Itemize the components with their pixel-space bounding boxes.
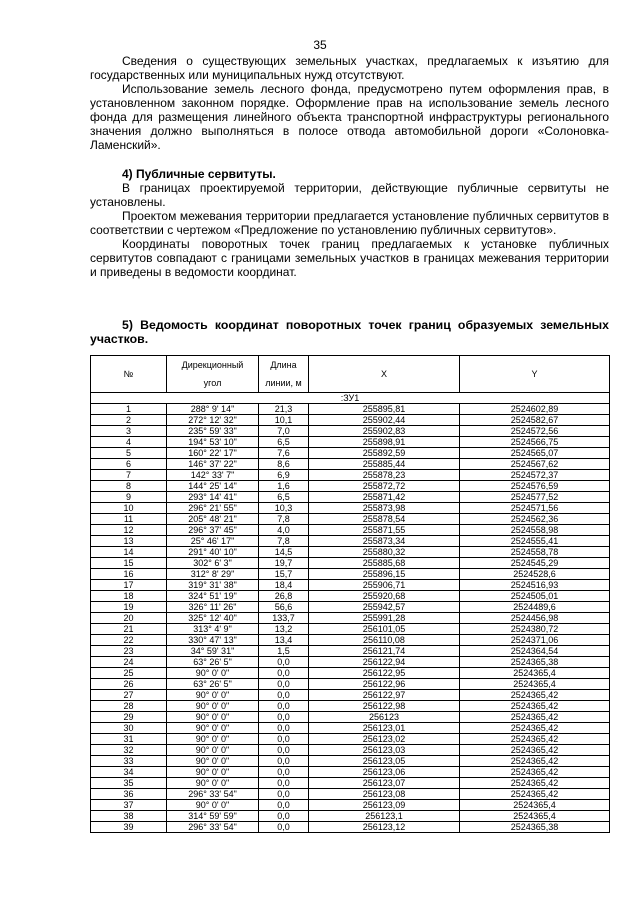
table-row bbox=[91, 745, 610, 756]
coord-y: 2524571,56 bbox=[460, 503, 610, 514]
point-number: 15 bbox=[91, 558, 167, 569]
direction-angle: 288° 9' 14" bbox=[167, 404, 259, 415]
section-heading: 5) Ведомость координат поворотных точек границ образуемых земельных участков. bbox=[90, 318, 609, 346]
line-length: 0,0 bbox=[259, 767, 309, 778]
coord-y: 2524545,29 bbox=[460, 558, 610, 569]
line-length: 0,0 bbox=[259, 789, 309, 800]
point-number: 11 bbox=[91, 514, 167, 525]
point-number: 16 bbox=[91, 569, 167, 580]
table-row bbox=[91, 569, 610, 580]
line-length: 15,7 bbox=[259, 569, 309, 580]
direction-angle: 90° 0' 0" bbox=[167, 778, 259, 789]
table-row bbox=[91, 635, 610, 646]
table-row bbox=[91, 701, 610, 712]
coord-x: 255942,57 bbox=[309, 602, 460, 613]
table-row bbox=[91, 613, 610, 624]
table-row bbox=[91, 800, 610, 811]
coord-y: 2524572,56 bbox=[460, 426, 610, 437]
line-length: 7,0 bbox=[259, 426, 309, 437]
point-number: 14 bbox=[91, 547, 167, 558]
line-length: 0,0 bbox=[259, 712, 309, 723]
coord-x: 255896,15 bbox=[309, 569, 460, 580]
coord-x: 256123,12 bbox=[309, 822, 460, 833]
point-number: 25 bbox=[91, 668, 167, 679]
coord-y: 2524565,07 bbox=[460, 448, 610, 459]
table-row bbox=[91, 756, 610, 767]
direction-angle: 205° 48' 21" bbox=[167, 514, 259, 525]
coord-y: 2524576,59 bbox=[460, 481, 610, 492]
direction-angle: 325° 12' 40" bbox=[167, 613, 259, 624]
coord-x: 255885,68 bbox=[309, 558, 460, 569]
direction-angle: 142° 33' 7" bbox=[167, 470, 259, 481]
point-number: 34 bbox=[91, 767, 167, 778]
coord-y: 2524505,01 bbox=[460, 591, 610, 602]
coord-x: 256122,96 bbox=[309, 679, 460, 690]
point-number: 29 bbox=[91, 712, 167, 723]
line-length: 6,5 bbox=[259, 492, 309, 503]
line-length: 1,6 bbox=[259, 481, 309, 492]
coord-x: 255885,44 bbox=[309, 459, 460, 470]
line-length: 0,0 bbox=[259, 756, 309, 767]
line-length: 4,0 bbox=[259, 525, 309, 536]
direction-angle: 296° 33' 54" bbox=[167, 789, 259, 800]
coord-y: 2524365,4 bbox=[460, 800, 610, 811]
coord-y: 2524566,75 bbox=[460, 437, 610, 448]
coord-x: 256123,07 bbox=[309, 778, 460, 789]
table-row bbox=[91, 558, 610, 569]
paragraph: В границах проектируемой территории, действующие публичные сервитуты не установлены. bbox=[90, 181, 609, 209]
coord-y: 2524365,42 bbox=[460, 701, 610, 712]
coord-y: 2524516,93 bbox=[460, 580, 610, 591]
table-row bbox=[91, 602, 610, 613]
line-length: 7,8 bbox=[259, 536, 309, 547]
point-number: 32 bbox=[91, 745, 167, 756]
line-length: 0,0 bbox=[259, 800, 309, 811]
direction-angle: 90° 0' 0" bbox=[167, 767, 259, 778]
point-number: 18 bbox=[91, 591, 167, 602]
page-number: 35 bbox=[313, 38, 327, 52]
table-row bbox=[91, 547, 610, 558]
coord-y: 2524582,67 bbox=[460, 415, 610, 426]
coord-x: 256123,06 bbox=[309, 767, 460, 778]
direction-angle: 63° 26' 5" bbox=[167, 679, 259, 690]
coord-y: 2524365,42 bbox=[460, 789, 610, 800]
coord-y: 2524365,4 bbox=[460, 668, 610, 679]
direction-angle: 90° 0' 0" bbox=[167, 745, 259, 756]
point-number: 27 bbox=[91, 690, 167, 701]
direction-angle: 146° 37' 22" bbox=[167, 459, 259, 470]
coord-y: 2524365,42 bbox=[460, 756, 610, 767]
point-number: 9 bbox=[91, 492, 167, 503]
line-length: 0,0 bbox=[259, 811, 309, 822]
point-number: 2 bbox=[91, 415, 167, 426]
point-number: 24 bbox=[91, 657, 167, 668]
direction-angle: 313° 4' 9" bbox=[167, 624, 259, 635]
line-length: 0,0 bbox=[259, 690, 309, 701]
table-row bbox=[91, 404, 610, 415]
column-header-angle bbox=[167, 356, 259, 393]
line-length: 19,7 bbox=[259, 558, 309, 569]
point-number: 1 bbox=[91, 404, 167, 415]
point-number: 17 bbox=[91, 580, 167, 591]
coord-y: 2524558,98 bbox=[460, 525, 610, 536]
line-length: 7,6 bbox=[259, 448, 309, 459]
table-row bbox=[91, 503, 610, 514]
direction-angle: 90° 0' 0" bbox=[167, 668, 259, 679]
coord-x: 256123,09 bbox=[309, 800, 460, 811]
point-number: 21 bbox=[91, 624, 167, 635]
direction-angle: 90° 0' 0" bbox=[167, 712, 259, 723]
coord-x: 255880,32 bbox=[309, 547, 460, 558]
coord-x: 255871,55 bbox=[309, 525, 460, 536]
coord-x: 256121,74 bbox=[309, 646, 460, 657]
point-number: 8 bbox=[91, 481, 167, 492]
line-length: 18,4 bbox=[259, 580, 309, 591]
line-length: 0,0 bbox=[259, 778, 309, 789]
table-row bbox=[91, 459, 610, 470]
point-number: 6 bbox=[91, 459, 167, 470]
table-row bbox=[91, 767, 610, 778]
zone-label: :ЗУ1 bbox=[91, 393, 610, 404]
intro-section bbox=[90, 54, 609, 152]
coord-x: 255878,54 bbox=[309, 514, 460, 525]
coord-y: 2524489,6 bbox=[460, 602, 610, 613]
section-heading: 4) Публичные сервитуты. bbox=[122, 167, 276, 181]
direction-angle: 90° 0' 0" bbox=[167, 800, 259, 811]
line-length: 0,0 bbox=[259, 668, 309, 679]
column-header-number: № bbox=[91, 356, 167, 393]
line-length: 13,2 bbox=[259, 624, 309, 635]
coord-x: 256123,05 bbox=[309, 756, 460, 767]
direction-angle: 293° 14' 41" bbox=[167, 492, 259, 503]
table-row bbox=[91, 591, 610, 602]
direction-angle: 296° 21' 55" bbox=[167, 503, 259, 514]
coord-y: 2524456,98 bbox=[460, 613, 610, 624]
coord-y: 2524567,62 bbox=[460, 459, 610, 470]
coord-x: 255892,59 bbox=[309, 448, 460, 459]
point-number: 31 bbox=[91, 734, 167, 745]
point-number: 35 bbox=[91, 778, 167, 789]
point-number: 38 bbox=[91, 811, 167, 822]
coord-x: 256123,08 bbox=[309, 789, 460, 800]
table-row bbox=[91, 657, 610, 668]
coord-x: 256123,1 bbox=[309, 811, 460, 822]
coord-y: 2524577,52 bbox=[460, 492, 610, 503]
line-length: 21,3 bbox=[259, 404, 309, 415]
line-length: 0,0 bbox=[259, 723, 309, 734]
line-length: 10,3 bbox=[259, 503, 309, 514]
table-header-row bbox=[91, 356, 610, 393]
coord-y: 2524365,42 bbox=[460, 734, 610, 745]
zone-row bbox=[91, 393, 610, 404]
paragraph: Проектом межевания территории предлагается установление публичных сервитутов в соответствии с чертежом «Предложение по установлению публичных сервитутов». bbox=[90, 209, 609, 237]
table-row bbox=[91, 525, 610, 536]
coord-x: 255902,44 bbox=[309, 415, 460, 426]
direction-angle: 272° 12' 32" bbox=[167, 415, 259, 426]
coord-y: 2524365,42 bbox=[460, 690, 610, 701]
coord-x: 255991,28 bbox=[309, 613, 460, 624]
direction-angle: 63° 26' 5" bbox=[167, 657, 259, 668]
line-length: 0,0 bbox=[259, 734, 309, 745]
coord-x: 256122,95 bbox=[309, 668, 460, 679]
point-number: 13 bbox=[91, 536, 167, 547]
coord-y: 2524380,72 bbox=[460, 624, 610, 635]
coord-y: 2524572,37 bbox=[460, 470, 610, 481]
point-number: 30 bbox=[91, 723, 167, 734]
coord-x: 256122,94 bbox=[309, 657, 460, 668]
direction-angle: 330° 47' 13" bbox=[167, 635, 259, 646]
point-number: 12 bbox=[91, 525, 167, 536]
point-number: 20 bbox=[91, 613, 167, 624]
coord-x: 256101,05 bbox=[309, 624, 460, 635]
line-length: 7,8 bbox=[259, 514, 309, 525]
line-length: 0,0 bbox=[259, 701, 309, 712]
coord-x: 256122,97 bbox=[309, 690, 460, 701]
column-header-x: X bbox=[309, 356, 460, 393]
direction-angle: 319° 31' 38" bbox=[167, 580, 259, 591]
direction-angle: 90° 0' 0" bbox=[167, 690, 259, 701]
paragraph: Использование земель лесного фонда, предусмотрено путем оформления прав, в установленном законном порядке. Оформление прав на использование земель лесного фонда для размещения линейного объекта транспортной инфраструктуры регионального значения должно выполняться в полосе отвода автомобильной дороги «Солоновка-Ламенский». bbox=[90, 82, 609, 152]
direction-angle: 90° 0' 0" bbox=[167, 701, 259, 712]
direction-angle: 194° 53' 10" bbox=[167, 437, 259, 448]
table-row bbox=[91, 580, 610, 591]
direction-angle: 34° 59' 31" bbox=[167, 646, 259, 657]
line-length: 8,6 bbox=[259, 459, 309, 470]
line-length: 26,8 bbox=[259, 591, 309, 602]
direction-angle: 324° 51' 19" bbox=[167, 591, 259, 602]
line-length: 0,0 bbox=[259, 679, 309, 690]
table-row bbox=[91, 822, 610, 833]
column-header-length-line1: Длина bbox=[270, 360, 297, 370]
point-number: 22 bbox=[91, 635, 167, 646]
table-row bbox=[91, 437, 610, 448]
table-row bbox=[91, 679, 610, 690]
direction-angle: 90° 0' 0" bbox=[167, 756, 259, 767]
coord-y: 2524365,42 bbox=[460, 778, 610, 789]
coord-y: 2524371,06 bbox=[460, 635, 610, 646]
line-length: 0,0 bbox=[259, 822, 309, 833]
coord-y: 2524562,36 bbox=[460, 514, 610, 525]
coord-y: 2524365,42 bbox=[460, 712, 610, 723]
coord-x: 255906,71 bbox=[309, 580, 460, 591]
table-row bbox=[91, 470, 610, 481]
table-row bbox=[91, 624, 610, 635]
table-row bbox=[91, 514, 610, 525]
line-length: 6,5 bbox=[259, 437, 309, 448]
direction-angle: 296° 37' 45" bbox=[167, 525, 259, 536]
line-length: 6,9 bbox=[259, 470, 309, 481]
coord-x: 256122,98 bbox=[309, 701, 460, 712]
direction-angle: 25° 46' 17" bbox=[167, 536, 259, 547]
line-length: 56,6 bbox=[259, 602, 309, 613]
point-number: 3 bbox=[91, 426, 167, 437]
table-row bbox=[91, 426, 610, 437]
coord-y: 2524365,4 bbox=[460, 679, 610, 690]
table-row bbox=[91, 448, 610, 459]
coord-y: 2524558,78 bbox=[460, 547, 610, 558]
coord-x: 255873,98 bbox=[309, 503, 460, 514]
direction-angle: 235° 59' 33" bbox=[167, 426, 259, 437]
point-number: 28 bbox=[91, 701, 167, 712]
column-header-length bbox=[259, 356, 309, 393]
coord-x: 256110,08 bbox=[309, 635, 460, 646]
coordinates-table bbox=[90, 355, 610, 833]
coord-y: 2524528,6 bbox=[460, 569, 610, 580]
point-number: 26 bbox=[91, 679, 167, 690]
section-coordinates bbox=[90, 318, 609, 346]
coord-y: 2524602,89 bbox=[460, 404, 610, 415]
coord-x: 255920,68 bbox=[309, 591, 460, 602]
line-length: 13,4 bbox=[259, 635, 309, 646]
line-length: 133,7 bbox=[259, 613, 309, 624]
table-row bbox=[91, 811, 610, 822]
coord-x: 255878,23 bbox=[309, 470, 460, 481]
point-number: 7 bbox=[91, 470, 167, 481]
table-row bbox=[91, 415, 610, 426]
point-number: 5 bbox=[91, 448, 167, 459]
direction-angle: 160° 22' 17" bbox=[167, 448, 259, 459]
coord-x: 255898,91 bbox=[309, 437, 460, 448]
column-header-length-line2: линии, м bbox=[265, 378, 302, 388]
point-number: 33 bbox=[91, 756, 167, 767]
coord-x: 255902,83 bbox=[309, 426, 460, 437]
direction-angle: 326° 11' 26" bbox=[167, 602, 259, 613]
direction-angle: 312° 8' 29" bbox=[167, 569, 259, 580]
point-number: 39 bbox=[91, 822, 167, 833]
direction-angle: 291° 40' 10" bbox=[167, 547, 259, 558]
paragraph: Сведения о существующих земельных участках, предлагаемых к изъятию для государственных или муниципальных нужд отсутствуют. bbox=[90, 54, 609, 82]
table-row bbox=[91, 536, 610, 547]
direction-angle: 296° 33' 54" bbox=[167, 822, 259, 833]
table-row bbox=[91, 734, 610, 745]
line-length: 0,0 bbox=[259, 657, 309, 668]
table-row bbox=[91, 690, 610, 701]
column-header-y: Y bbox=[460, 356, 610, 393]
section-public-servitudes bbox=[90, 167, 609, 279]
direction-angle: 302° 6' 3" bbox=[167, 558, 259, 569]
column-header-angle-line1: Дирекционный bbox=[181, 360, 244, 370]
coord-x: 255872,72 bbox=[309, 481, 460, 492]
line-length: 14,5 bbox=[259, 547, 309, 558]
coord-y: 2524365,42 bbox=[460, 745, 610, 756]
coord-y: 2524365,4 bbox=[460, 811, 610, 822]
coord-x: 255873,34 bbox=[309, 536, 460, 547]
table-row bbox=[91, 712, 610, 723]
coord-y: 2524365,38 bbox=[460, 657, 610, 668]
coord-x: 256123 bbox=[309, 712, 460, 723]
table-row bbox=[91, 646, 610, 657]
table-row bbox=[91, 668, 610, 679]
coord-x: 256123,02 bbox=[309, 734, 460, 745]
table-row bbox=[91, 492, 610, 503]
point-number: 23 bbox=[91, 646, 167, 657]
coord-x: 256123,03 bbox=[309, 745, 460, 756]
point-number: 19 bbox=[91, 602, 167, 613]
line-length: 1,5 bbox=[259, 646, 309, 657]
coord-y: 2524555,41 bbox=[460, 536, 610, 547]
line-length: 0,0 bbox=[259, 745, 309, 756]
direction-angle: 90° 0' 0" bbox=[167, 723, 259, 734]
direction-angle: 144° 25' 14" bbox=[167, 481, 259, 492]
coord-y: 2524365,42 bbox=[460, 723, 610, 734]
table-row bbox=[91, 778, 610, 789]
point-number: 10 bbox=[91, 503, 167, 514]
coord-y: 2524364,54 bbox=[460, 646, 610, 657]
table-row bbox=[91, 481, 610, 492]
point-number: 4 bbox=[91, 437, 167, 448]
point-number: 36 bbox=[91, 789, 167, 800]
direction-angle: 90° 0' 0" bbox=[167, 734, 259, 745]
table-row bbox=[91, 723, 610, 734]
coord-y: 2524365,38 bbox=[460, 822, 610, 833]
table-row bbox=[91, 789, 610, 800]
point-number: 37 bbox=[91, 800, 167, 811]
coord-x: 255871,42 bbox=[309, 492, 460, 503]
coord-x: 255895,81 bbox=[309, 404, 460, 415]
paragraph: Координаты поворотных точек границ предлагаемых к установке публичных сервитутов совпадают с границами земельных участков в границах межевания территории и приведены в ведомости координат. bbox=[90, 237, 609, 279]
coord-x: 256123,01 bbox=[309, 723, 460, 734]
coord-y: 2524365,42 bbox=[460, 767, 610, 778]
column-header-angle-line2: угол bbox=[203, 378, 222, 388]
line-length: 10,1 bbox=[259, 415, 309, 426]
direction-angle: 314° 59' 59" bbox=[167, 811, 259, 822]
